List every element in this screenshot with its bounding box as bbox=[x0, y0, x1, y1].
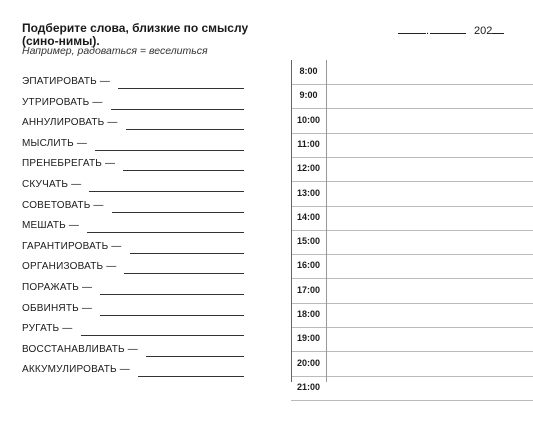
hour-label: 11:00 bbox=[297, 138, 320, 149]
synonym-answer-line[interactable] bbox=[124, 273, 244, 274]
schedule-slot[interactable] bbox=[291, 303, 533, 328]
schedule-slot[interactable] bbox=[291, 182, 533, 207]
synonym-answer-line[interactable] bbox=[89, 191, 244, 192]
hour-label: 13:00 bbox=[296, 187, 321, 198]
schedule-slot[interactable] bbox=[291, 230, 533, 255]
hour-label: 19:00 bbox=[296, 333, 321, 344]
synonym-word: ОРГАНИЗОВАТЬ — bbox=[22, 261, 117, 273]
synonym-word: ВОССТАНАВЛИВАТЬ — bbox=[22, 343, 138, 355]
synonym-row bbox=[22, 158, 244, 174]
synonym-word: МЕШАТЬ — bbox=[22, 220, 80, 232]
synonym-word: УТРИРОВАТЬ — bbox=[22, 96, 103, 108]
synonym-row bbox=[22, 220, 244, 236]
schedule-slot[interactable] bbox=[291, 254, 533, 279]
hour-label: 8:00 bbox=[299, 66, 318, 76]
date-month-blank[interactable] bbox=[430, 24, 466, 34]
synonym-row bbox=[22, 303, 244, 319]
synonym-answer-line[interactable] bbox=[118, 88, 244, 89]
schedule-slot[interactable] bbox=[291, 352, 533, 377]
synonym-answer-line[interactable] bbox=[87, 232, 244, 233]
hour-label: 18:00 bbox=[296, 309, 321, 319]
hour-label: 17:00 bbox=[296, 284, 321, 295]
synonym-answer-line[interactable] bbox=[111, 109, 244, 110]
schedule-slot[interactable] bbox=[291, 327, 533, 352]
date-day-blank[interactable] bbox=[398, 24, 426, 34]
synonym-row bbox=[22, 138, 244, 154]
synonym-answer-line[interactable] bbox=[112, 212, 244, 213]
synonym-row bbox=[22, 344, 244, 360]
hour-label: 21:00 bbox=[296, 381, 321, 392]
synonym-answer-line[interactable] bbox=[130, 253, 244, 254]
schedule-slot[interactable] bbox=[291, 376, 533, 401]
date-year-prefix: 202 bbox=[474, 25, 493, 37]
hour-label: 10:00 bbox=[296, 114, 321, 125]
page-divider bbox=[291, 60, 292, 382]
schedule-slot[interactable] bbox=[291, 109, 533, 134]
hour-label: 16:00 bbox=[296, 260, 321, 271]
synonym-row bbox=[22, 117, 244, 133]
hour-label: 20:00 bbox=[296, 357, 321, 368]
synonym-row bbox=[22, 179, 244, 195]
date-field[interactable]: . 202 bbox=[398, 24, 504, 37]
schedule-slot[interactable] bbox=[291, 157, 533, 182]
hour-label: 14:00 bbox=[296, 211, 321, 222]
synonym-row bbox=[22, 364, 244, 380]
synonym-answer-line[interactable] bbox=[100, 315, 244, 316]
synonym-row bbox=[22, 76, 244, 92]
synonym-answer-line[interactable] bbox=[95, 150, 244, 151]
schedule-slot[interactable] bbox=[291, 84, 533, 109]
synonym-word: СОВЕТОВАТЬ — bbox=[22, 199, 104, 211]
schedule-slot[interactable] bbox=[291, 206, 533, 231]
synonym-row bbox=[22, 261, 244, 277]
exercise-title: Подберите слова, близкие по смыслу (сино-нимы). bbox=[22, 21, 249, 48]
synonym-word: АННУЛИРОВАТЬ — bbox=[22, 117, 118, 129]
synonym-row bbox=[22, 323, 244, 339]
synonym-word: ЭПАТИРОВАТЬ — bbox=[22, 76, 111, 87]
synonym-answer-line[interactable] bbox=[123, 170, 244, 171]
synonym-answer-line[interactable] bbox=[81, 335, 244, 336]
synonym-word: МЫСЛИТЬ — bbox=[22, 137, 88, 149]
synonym-word: РУГАТЬ — bbox=[22, 323, 73, 335]
exercise-example: Например, радоваться = веселиться bbox=[22, 45, 208, 57]
synonym-word: ПРЕНЕБРЕГАТЬ — bbox=[22, 158, 116, 170]
schedule-slot[interactable] bbox=[291, 133, 533, 158]
synonym-word: ПОРАЖАТЬ — bbox=[22, 282, 93, 293]
schedule-slot[interactable] bbox=[291, 279, 533, 304]
time-column-divider bbox=[326, 60, 327, 382]
schedule-slot[interactable] bbox=[291, 60, 533, 85]
synonym-row bbox=[22, 200, 244, 216]
hour-label: 9:00 bbox=[299, 90, 318, 101]
synonym-word: СКУЧАТЬ — bbox=[22, 179, 82, 190]
synonym-row bbox=[22, 97, 244, 113]
synonym-row bbox=[22, 282, 244, 298]
synonym-word: АККУМУЛИРОВАТЬ — bbox=[22, 364, 130, 376]
synonym-word: ОБВИНЯТЬ — bbox=[22, 302, 93, 314]
synonym-answer-line[interactable] bbox=[100, 294, 244, 295]
hour-label: 12:00 bbox=[296, 163, 321, 174]
hour-label: 15:00 bbox=[296, 236, 321, 247]
synonym-word: ГАРАНТИРОВАТЬ — bbox=[22, 240, 122, 252]
date-year-blank[interactable] bbox=[492, 24, 504, 34]
synonym-answer-line[interactable] bbox=[126, 129, 244, 130]
synonym-answer-line[interactable] bbox=[146, 356, 244, 357]
synonym-answer-line[interactable] bbox=[138, 376, 244, 377]
synonym-row bbox=[22, 241, 244, 257]
